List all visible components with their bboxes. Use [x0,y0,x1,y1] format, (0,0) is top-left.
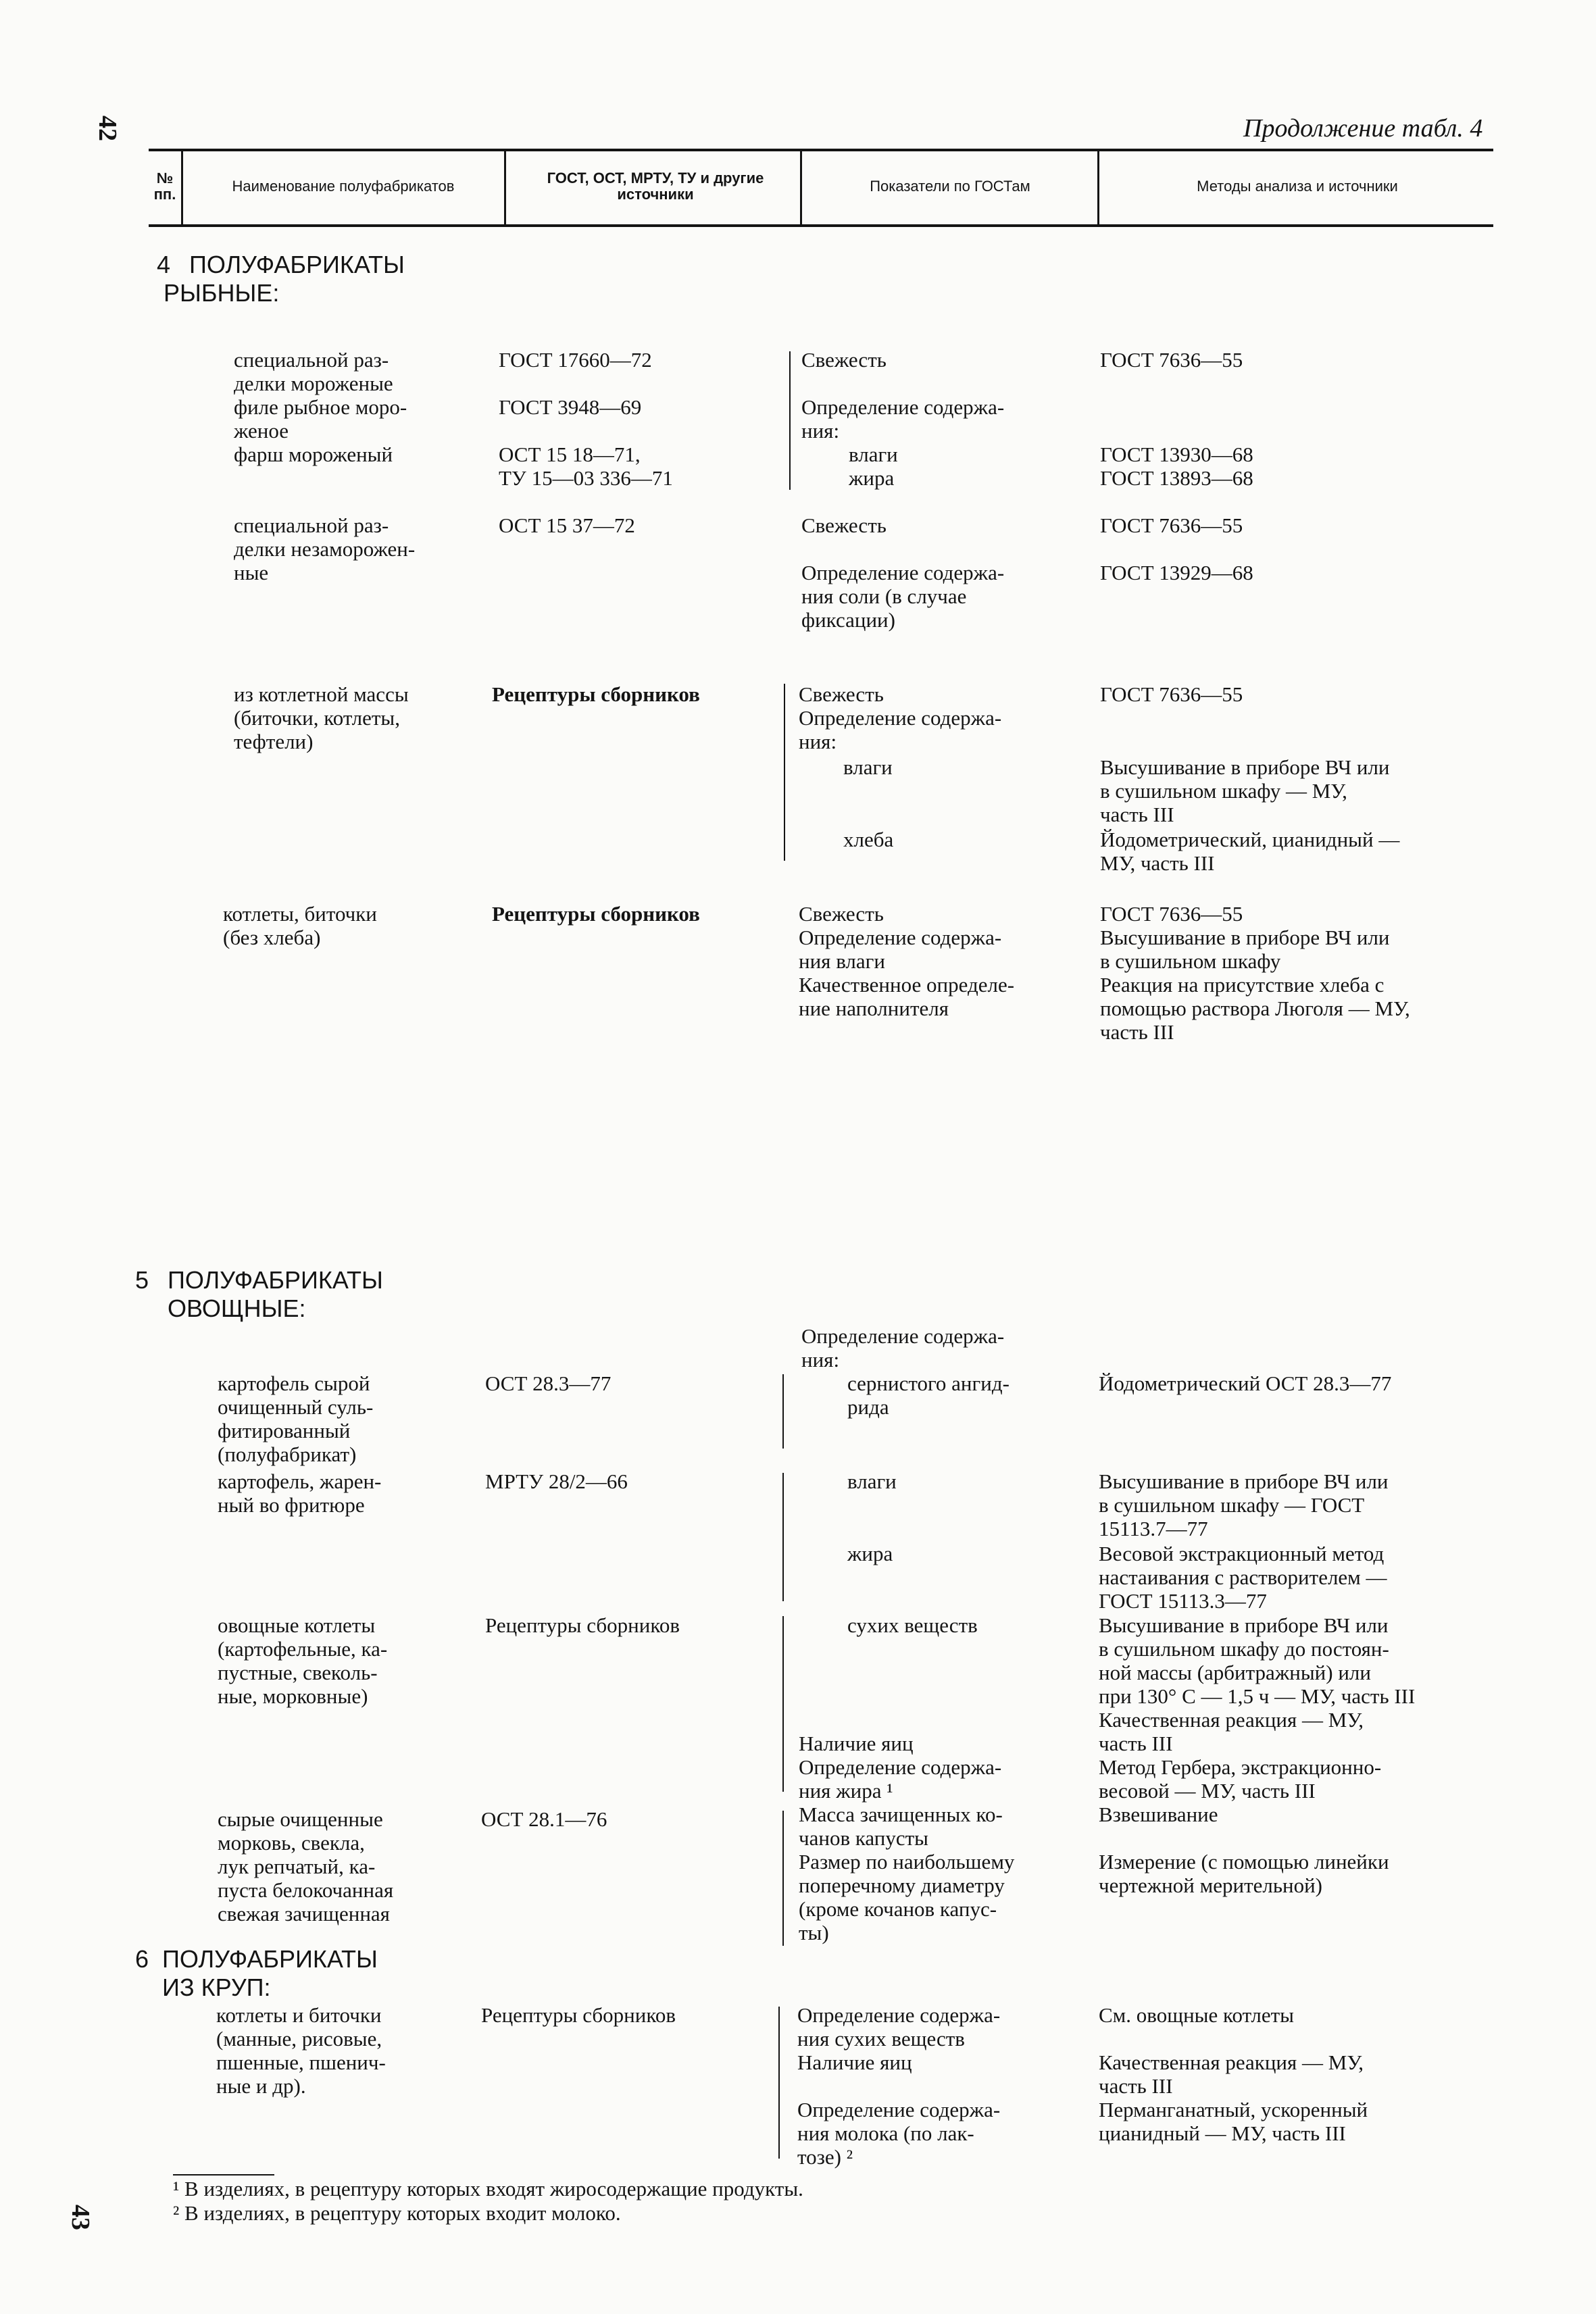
s4-r4-ind-1: Определение содержа- [799,926,1002,949]
s5-r3-ind-b: Наличие яиц [799,1732,914,1755]
s5-r4-ind-a-0: Масса зачищенных ко- [799,1803,1003,1826]
s5-r2-meth-a-1: в сушильном шкафу — ГОСТ [1099,1493,1365,1517]
s4-r4-ind-4: ние наполнителя [799,997,949,1020]
s6-r1-ind-b: Наличие яиц [797,2051,912,2074]
s4-r3-meth-4: Йодометрический, цианидный — [1100,828,1400,851]
s5-r4-name-1: морковь, свекла, [218,1831,365,1855]
s6-r1-gost: Рецептуры сборников [481,2003,676,2027]
section-5-number: 5 [135,1266,149,1294]
s4-r4-ind-3: Качественное определе- [799,973,1015,997]
s5-r1-meth: Йодометрический ОСТ 28.3—77 [1099,1372,1392,1395]
s4-r4-name-0: котлеты, биточки [223,902,377,926]
s4-r1-gost-3: ТУ 15—03 336—71 [499,466,673,490]
s6-r1-meth-c-0: Перманганатный, ускоренный [1099,2098,1368,2121]
s4-r4-meth-5: часть III [1100,1020,1174,1044]
header-col-name: Наименование полуфабрикатов [232,178,455,195]
s4-r2-name-1: делки незаморожен- [234,537,416,561]
s4-r1-ind-2: ния: [801,419,840,443]
s4-r1-name-1: делки мороженые [234,372,393,395]
header-divider-4 [1097,151,1099,224]
s5-r2-brace [782,1473,784,1601]
s5-r1-name-3: (полуфабрикат) [218,1442,357,1466]
s4-r1-meth-2: ГОСТ 13893—68 [1100,466,1253,490]
s5-r1-name-0: картофель сырой [218,1372,370,1395]
footnote-1: ¹ В изделиях, в рецептуру которых входят жиросодержащие продукты. [173,2177,803,2200]
header-col-indicators: Показатели по ГОСТам [870,178,1030,195]
s5-r3-meth-a-1: в сушильном шкафу до постоян- [1099,1637,1389,1661]
s4-r2-ind-0: Свежесть [801,513,887,537]
s5-r4-ind-b-1: поперечному диаметру [799,1873,1005,1897]
s4-r3-meth-1: Высушивание в приборе ВЧ или [1100,755,1390,779]
continuation-label: Продолжение табл. 4 [1243,114,1483,143]
s5-r3-meth-c-1: весовой — МУ, часть III [1099,1779,1316,1803]
s4-r3-brace [784,684,785,861]
s5-r3-ind-a: сухих веществ [847,1613,978,1637]
s6-r1-ind-c-2: тозе) ² [797,2145,853,2169]
s4-r2-meth-0: ГОСТ 7636—55 [1100,513,1243,537]
s5-r1-name-2: фитированный [218,1419,351,1442]
s5-r3-ind-c-1: ния жира ¹ [799,1779,893,1803]
page-number-top: 42 [93,116,122,141]
s4-r4-name-1: (без хлеба) [223,926,321,949]
s5-r4-gost: ОСТ 28.1—76 [481,1807,607,1831]
s5-r2-meth-b-2: ГОСТ 15113.3—77 [1099,1589,1267,1613]
s5-r3-meth-a-0: Высушивание в приборе ВЧ или [1099,1613,1389,1637]
s5-r1-ind-0: сернистого ангид- [847,1372,1009,1395]
s4-r3-name-0: из котлетной массы [234,682,409,706]
s4-r2-ind-2: ния соли (в случае [801,584,967,608]
header-col-methods: Методы анализа и источники [1197,178,1398,195]
s5-r1-name-1: очищенный суль- [218,1395,374,1419]
s5-r4-name-3: пуста белокочанная [218,1878,394,1902]
s5-r2-ind-a: влаги [847,1469,897,1493]
s5-r4-ind-a-1: чанов капусты [799,1826,928,1850]
s4-r3-ind-3: влаги [843,755,893,779]
s6-r1-meth-b-1: часть III [1099,2074,1173,2098]
s5-r3-meth-b-0: Качественная реакция — МУ, [1099,1708,1364,1732]
s4-r1-meth-1: ГОСТ 13930—68 [1100,443,1253,466]
footnote-2: ² В изделиях, в рецептуру которых входит молоко. [173,2201,621,2225]
s5-r4-name-0: сырые очищенные [218,1807,383,1831]
s4-r1-gost-0: ГОСТ 17660—72 [499,348,652,372]
s5-r4-meth-b-1: чертежной мерительной) [1099,1873,1322,1897]
header-bottom-rule [149,224,1493,227]
s5-r3-ind-c-0: Определение содержа- [799,1755,1002,1779]
s5-r2-meth-b-1: настаивания с растворителем — [1099,1565,1387,1589]
header-col-gost: ГОСТ, ОСТ, МРТУ, ТУ и другие источники [547,170,764,203]
s6-r1-name-2: пшенные, пшенич- [216,2051,386,2074]
s5-r2-name-0: картофель, жарен- [218,1469,382,1493]
s4-r3-meth-2: в сушильном шкафу — МУ, [1100,779,1347,803]
s4-r1-ind-1: Определение содержа- [801,395,1005,419]
s5-r2-meth-a-2: 15113.7—77 [1099,1517,1208,1540]
s4-r1-name-4: фарш мороженый [234,443,393,466]
s5-r4-ind-b-3: ты) [799,1921,829,1944]
s5-r3-name-3: ные, морковные) [218,1684,368,1708]
s6-r1-name-0: котлеты и биточки [216,2003,382,2027]
s4-r3-name-2: тефтели) [234,730,314,753]
s6-r1-ind-c-1: ния молока (по лак- [797,2121,974,2145]
s5-r4-brace [782,1811,784,1946]
s5-r1-gost: ОСТ 28.3—77 [485,1372,612,1395]
s6-r1-brace [778,2007,780,2159]
s5-r4-meth-b-0: Измерение (с помощью линейки [1099,1850,1389,1873]
s5-r4-meth-a: Взвешивание [1099,1803,1218,1826]
s5-r2-meth-b-0: Весовой экстракционный метод [1099,1542,1385,1565]
s4-r2-ind-3: фиксации) [801,608,895,632]
section-4-number: 4 [157,251,171,278]
s4-r2-name-2: ные [234,561,269,584]
header-divider-1 [181,151,183,224]
s6-r1-name-1: (манные, рисовые, [216,2027,382,2051]
s4-r3-meth-5: МУ, часть III [1100,851,1215,875]
s4-r3-gost: Рецептуры сборников [492,682,700,706]
s5-ind-head-0: Определение содержа- [801,1324,1005,1348]
s4-r4-meth-3: Реакция на присутствие хлеба с [1100,973,1385,997]
section-6-number: 6 [135,1945,149,1973]
s5-r1-brace [782,1374,784,1449]
s6-r1-meth-c-1: цианидный — МУ, часть III [1099,2121,1346,2145]
s4-r1-ind-3: влаги [849,443,898,466]
s4-r1-gost-2: ОСТ 15 18—71, [499,443,641,466]
s5-r3-name-2: пустные, свеколь- [218,1661,378,1684]
section-4-title: ПОЛУФАБРИКАТЫ [189,251,405,278]
section-5-title: ПОЛУФАБРИКАТЫ [168,1266,383,1294]
s6-r1-meth-b-0: Качественная реакция — МУ, [1099,2051,1364,2074]
s4-r1-gost-1: ГОСТ 3948—69 [499,395,642,419]
header-divider-3 [800,151,802,224]
s4-r4-ind-2: ния влаги [799,949,885,973]
s6-r1-name-3: ные и др). [216,2074,306,2098]
s6-r1-meth-a: См. овощные котлеты [1099,2003,1294,2027]
s4-r3-meth-3: часть III [1100,803,1174,826]
s4-r4-gost: Рецептуры сборников [492,902,700,926]
s4-r4-meth-2: в сушильном шкафу [1100,949,1281,973]
s5-r3-name-0: овощные котлеты [218,1613,376,1637]
footnote-rule [173,2174,274,2175]
s4-r3-ind-1: Определение содержа- [799,706,1002,730]
s5-r4-name-2: лук репчатый, ка- [218,1855,376,1878]
s4-r4-ind-0: Свежесть [799,902,884,926]
s5-r4-name-4: свежая зачищенная [218,1902,390,1926]
s4-r2-ind-1: Определение содержа- [801,561,1005,584]
header-top-rule [149,149,1493,151]
s4-r3-ind-2: ния: [799,730,837,753]
s4-r4-meth-4: помощью раствора Люголя — МУ, [1100,997,1410,1020]
section-4-subtitle: РЫБНЫЕ: [164,279,280,307]
s6-r1-ind-a-1: ния сухих веществ [797,2027,965,2051]
s4-r2-meth-1: ГОСТ 13929—68 [1100,561,1253,584]
s5-r3-meth-c-0: Метод Гербера, экстракционно- [1099,1755,1382,1779]
s5-r3-gost: Рецептуры сборников [485,1613,680,1637]
s4-r3-meth-0: ГОСТ 7636—55 [1100,682,1243,706]
s5-r3-meth-a-2: ной массы (арбитражный) или [1099,1661,1371,1684]
s5-r3-brace [782,1616,784,1792]
s5-r3-meth-a-3: при 130° С — 1,5 ч — МУ, часть III [1099,1684,1416,1708]
header-divider-2 [504,151,506,224]
s4-r1-name-2: филе рыбное моро- [234,395,407,419]
s6-r1-ind-a-0: Определение содержа- [797,2003,1001,2027]
s5-ind-head-1: ния: [801,1348,840,1372]
s5-r3-name-1: (картофельные, ка- [218,1637,388,1661]
s4-r1-name-0: специальной раз- [234,348,389,372]
s4-r4-meth-0: ГОСТ 7636—55 [1100,902,1243,926]
section-5-subtitle: ОВОЩНЫЕ: [168,1294,306,1322]
section-6-subtitle: ИЗ КРУП: [162,1973,271,2001]
s5-r2-ind-b: жира [847,1542,893,1565]
s5-r4-ind-b-2: (кроме кочанов капус- [799,1897,997,1921]
s5-r2-name-1: ный во фритюре [218,1493,365,1517]
header-col-num: № пп. [153,170,176,203]
s4-r1-ind-0: Свежесть [801,348,887,372]
s5-r2-meth-a-0: Высушивание в приборе ВЧ или [1099,1469,1389,1493]
s4-r3-name-1: (биточки, котлеты, [234,706,400,730]
s5-r1-ind-1: рида [847,1395,889,1419]
s6-r1-ind-c-0: Определение содержа- [797,2098,1001,2121]
s4-r2-gost: ОСТ 15 37—72 [499,513,635,537]
s5-r3-meth-b-1: часть III [1099,1732,1173,1755]
s5-r2-gost: МРТУ 28/2—66 [485,1469,628,1493]
section-6-title: ПОЛУФАБРИКАТЫ [162,1945,378,1973]
s5-r4-ind-b-0: Размер по наибольшему [799,1850,1015,1873]
s4-r2-name-0: специальной раз- [234,513,389,537]
s4-r1-name-3: женое [234,419,289,443]
page-number-bottom: 43 [66,2205,95,2230]
s4-r1-ind-4: жира [849,466,895,490]
s4-r3-ind-0: Свежесть [799,682,884,706]
s4-r4-meth-1: Высушивание в приборе ВЧ или [1100,926,1390,949]
s4-r1-meth-0: ГОСТ 7636—55 [1100,348,1243,372]
s4-r3-ind-4: хлеба [843,828,894,851]
s4-r1-brace [789,351,791,490]
